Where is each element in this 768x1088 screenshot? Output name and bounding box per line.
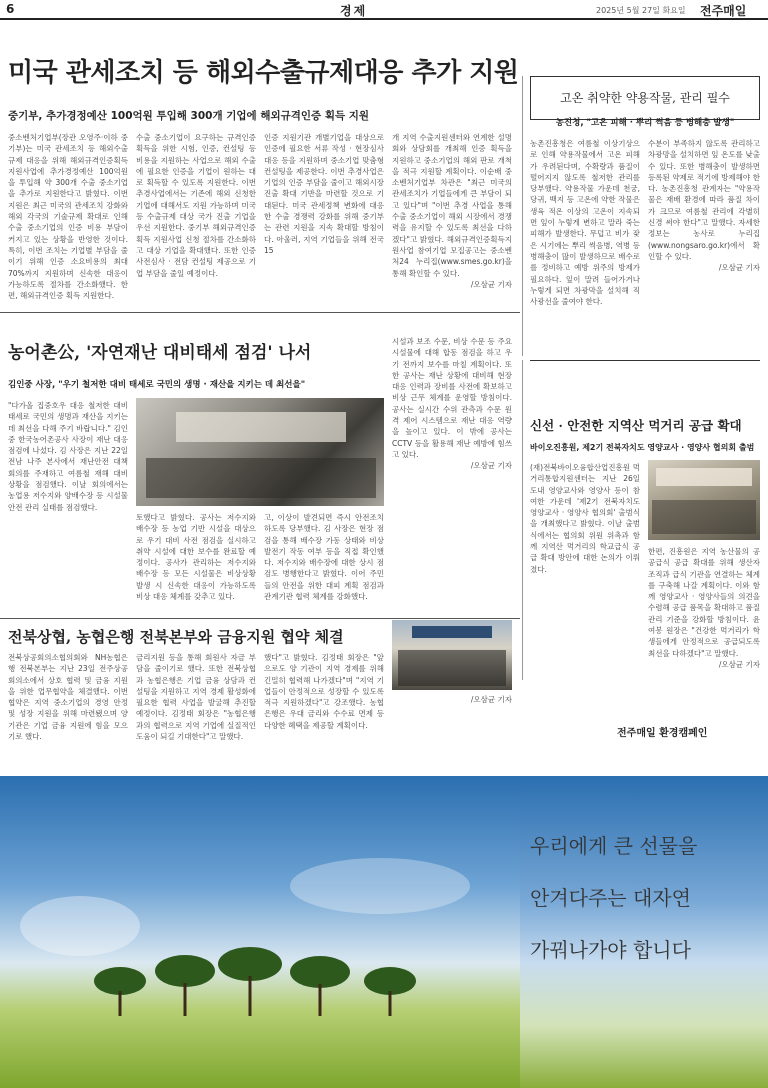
lead-headline[interactable]: 미국 관세조치 등 해외수출규제대응 추가 지원 [8,58,519,88]
lead-column-1: 중소벤처기업부(장관 오영주·이하 중기부)는 미국 관세조치 등 해외수출규제 대응을 위해 해외규격인증획득지원사업에 추가경정예산 100억원을 투입해 약 300개 수출 중소기업을 추가로 지원한다고 밝혔다. 이번 지원은 최근 미국의 관세조치 강화와 해외 각국의 기술규제 확대로 인해 수출 중소기업의 인증 비용 부담이 커지고 있는 상황을 반영한 것이다. 특히, 이번 조치는 기업별 부담을 줄이기 위해 인증 소요비용의 최대 70%까지 지원하며 신속한 대응이 가능하도록 절차를 간소화했다. 한편, 해외규격인증 획득 지원한다. [8,133,128,301]
agreement-column-4 [392,694,512,754]
local-food-subhead: 바이오진흥원, 제2기 전북자치도 영양교사 · 영양사 협의회 출범 [530,443,755,452]
second-column-3: 고, 이상이 발견되면 즉시 안전조치 하도록 당부했다. 김 사장은 현장 점검을 통해 배수장 가동 상태와 비상 발전기 작동 여부 등을 직접 확인했다. 저수지와 배수장에 대한 상시 점검도 병행한다고 밝혔다. 이어 주민들의 안전을 위한 대피 계획 점검과 관계기관 협력 체계를 강화했다. [264,513,384,602]
paper-name: 전주매일 [700,4,747,18]
second-column-2: 토했다고 밝혔다. 공사는 저수지와 배수장 등 농업 기반 시설을 대상으로 우기 대비 사전 점검을 실시하고 취약 시설에 대한 보수를 완료할 예정이다. 공사가 관리하는 저수지와 배수장 등 모든 시설물은 비상상황 발생 시 신속한 대응이 가능하도록 비상 대응 체계를 갖추고 있다. [136,513,256,602]
campaign-line-2: 안겨다주는 대자연 [530,886,691,910]
trees-illustration [0,776,520,1088]
column-divider-2 [522,360,523,680]
campaign-line-1: 우리에게 큰 선물을 [530,834,698,858]
agreement-column-3: 했다"고 밝혔다. 김정태 회장은 "앞으로도 양 기관이 지역 경제를 위해 긴밀히 협력해 나가겠다"며 "지역 기업들이 안정적으로 성장할 수 있도록 적극 지원하겠다"고 강조했다. 농협은행은 우대 금리와 수수료 면제 등 다양한 혜택을 제공할 계획이다. [264,653,384,730]
section-rule [0,312,520,313]
section-label: 경제 [340,4,368,18]
local-rule [530,360,760,361]
page-header [0,0,768,20]
sidebar-title[interactable]: 고온 취약한 약용작물, 관리 필수 [560,91,730,105]
agreement-photo [392,620,512,690]
local-food-title[interactable]: 신선 · 안전한 지역산 먹거리 공급 확대 [530,418,742,433]
meeting-photo [136,398,384,506]
second-subhead: 김인중 사장, "우기 철저한 대비 태세로 국민의 생명 · 재산을 지키는 데 최선을" [8,380,306,390]
page-number: 6 [6,2,15,16]
second-title[interactable]: 농어촌公, '자연재난 대비태세 점검' 나서 [8,343,312,363]
agreement-byline: /오삼균 기자 [470,695,512,704]
local-food-column-1: (재)전북바이오융합산업진흥원 먹거리통합지원센터는 지난 26일 도내 영양교사와 영양사 등이 참여한 가운데 '제2기 전북자치도 영양교사 · 영양사 협의회' 출범식을 개최했다고 밝혔다. 이날 출범식에서는 협의회 위원 위촉과 함께 지역산 먹거리의 학교급식 공급 확대 방안에 대한 논의가 이뤄졌다. [530,463,640,574]
lead-column-4: 개 지역 수출지원센터와 연계한 설명회와 상담회를 개최해 인증 획득을 지원하고 중소기업의 해외 판로 개척을 적극 지원할 계획이다. 이순배 중소벤처기업부 차관은 "최근 미국의 관세조치가 기업들에게 큰 부담이 되고 있다"며 "이번 추경 사업을 통해 수출 중소기업이 해외 시장에서 경쟁력을 유지할 수 있도록 최선을 다하겠다"고 밝혔다. 해외규격인증획득지원사업 참여기업 모집공고는 중소벤처24 누리집(www.smes.go.kr)을 통해 확인할 수 있다. /오삼균 기자 [392,133,512,289]
second-column-4: 시설과 보조 수문, 비상 수문 등 주요 시설물에 대해 합동 점검을 하고 우기 전까지 보수를 마칠 계획이다. 또한 공사는 재난 상황에 대비해 현장 대응 인력과 장비를 사전에 확보하고 비상 근무 체계를 운영할 방침이다. 공사는 실시간 수위 관측과 수문 원격 제어 시스템으로 재난 대응 역량을 높이고 있다. 이 밖에 공사는 CCTV 등을 활용해 재난 예방에 힘쓰고 있다. /오삼균 기자 [392,337,512,471]
column-divider [522,76,523,356]
sidebar-subtitle: 농진청, "고온 피해 · 뿌리 썩음 등 병해충 발생" [555,118,735,128]
campaign-label: 전주매일 환경캠페인 [617,728,708,739]
issue-date: 2025년 5월 27일 화요일 [596,6,686,15]
agreement-column-2: 금리지원 등을 통해 회원사 자금 부담을 줄이기로 했다. 또한 전북상협과 농협은행은 기업 금융 상담과 컨설팅을 지원하고 지역 경제 활성화에 필요한 협력 사업을 발굴해 추진할 예정이다. 김정태 회장은 "농협은행과의 협력으로 지역 기업에 실질적인 도움이 되길 기대한다"고 말했다. [136,653,256,742]
lead-column-3: 인증 지원기관 개별기업을 대상으로 인증에 필요한 서류 작성 · 현장심사 대응 등을 지원하며 중소기업 맞춤형 컨설팅을 제공한다. 이번 추경사업은 기업의 인증 부담을 줄이고 해외시장 진출 확대 기반을 마련할 것으로 기대된다. 미국 관세정책 변화에 대응한 수출 경쟁력 강화를 위해 중기부는 관련 지원을 지속 확대할 방침이다. 아울러, 지역 기업들을 위해 전국 15 [264,133,384,255]
campaign-line-3: 가꿔나가야 합니다 [530,938,691,962]
sidebar-column-2: 수분이 부족하지 않도록 관리하고 차광망을 설치하면 잎 온도를 낮출 수 있다. 또한 병해충이 발생하면 등록된 약제로 적기에 방제해야 한다. 농촌진흥청 관계자는 "약용작물은 재배 환경에 따라 품질 차이가 크므로 여름철 관리에 각별히 신경 써야 한다"고 말했다. 자세한 정보는 농사로 누리집(www.nongsaro.go.kr)에서 확인할 수 있다. /오삼균 기자 [648,139,760,273]
sidebar-column-1: 농촌진흥청은 여름철 이상기상으로 인해 약용작물에서 고온 피해가 우려된다며, 수확량과 품질이 떨어지지 않도록 철저한 관리를 당부했다. 약용작물 가운데 천궁, 당귀, 백지 등 고온에 약한 작물은 생육 적온 이상의 고온이 지속되면 잎이 누렇게 변하고 말라 죽는 피해가 발생한다. 무덥고 비가 잦은 시기에는 뿌리 썩음병, 역병 등 병해충이 많이 발생하므로 배수로를 정비하고 예방 위주의 방제가 필요하다. 잎이 말려 들어가거나 누렇게 되면 차광막을 설치해 직사광선을 줄여야 한다. [530,139,640,307]
section-rule-2 [0,618,520,619]
council-photo [648,460,760,540]
local-food-byline: /오삼균 기자 [718,659,760,669]
lead-byline: /오삼균 기자 [470,279,512,289]
agreement-title[interactable]: 전북상협, 농협은행 전북본부와 금융지원 협약 체결 [8,628,344,646]
local-food-column-2: 한편, 진흥원은 지역 농산물의 공공급식 공급 확대를 위해 생산자 조직과 급식 기관을 연결하는 체계를 구축해 나갈 계획이다. 이와 함께 영양교사 · 영양사들의 의견을 수렴해 공급 품목을 확대하고 품질 관리 기준을 강화할 방침이다. 윤여봉 원장은 "건강한 먹거리가 학생들에게 안정적으로 공급되도록 최선을 다하겠다"고 말했다. /오삼균 기자 [648,547,760,669]
agreement-column-1: 전북상공회의소협의회와 NH농협은행 전북본부는 지난 23일 전주상공회의소에서 상호 협력 및 금융 지원을 위한 업무협약을 체결했다. 이번 협약은 지역 중소기업의 경영 안정 및 성장 지원을 위해 마련됐으며 양 기관은 기업 금융 지원에 힘을 모으기로 했다. [8,653,128,742]
lead-subhead: 중기부, 추가경정예산 100억원 투입해 300개 기업에 해외규격인증 획득 지원 [8,110,370,122]
sidebar-byline: /오삼균 기자 [718,263,760,273]
campaign-landscape [0,776,520,1088]
campaign-panel [520,776,768,1088]
lead-column-2: 수출 중소기업이 요구하는 규격인증 획득을 위한 시험, 인증, 컨설팅 등 비용을 지원하는 사업으로 해외 수출에 필요한 인증을 기업이 원하는 대로 획득할 수 있도록 지원한다. 이번 추경사업에서는 기존에 해외 신청한 기업에 대해서도 지원 가능하며 미국 등 수출규제 대상 국가 진출 기업을 우선 지원한다. 중기부 해외규격인증획득 지원사업 신청 절차를 간소화하고 대상 기업을 확대했다. 또한 인증 사전심사 · 전담 컨설팅 제공으로 기업 부담을 줄일 예정이다. [136,133,256,278]
second-column-1: "다가올 집중호우 대응 철저한 대비 태세로 국민의 생명과 재산을 지키는 데 최선을 다해 주기 바랍니다." 김인중 한국농어촌공사 사장이 재난 대응 점검에 나섰다. 김 사장은 지난 22일 전남 나주 본사에서 재난안전 대책 회의를 주재하고 여름철 재해 대비 상황을 점검했다. 이날 회의에서는 농업용 저수지와 양배수장 등 시설물 안전 관리 실태를 점검했다. [8,401,128,512]
second-byline: /오삼균 기자 [470,461,512,471]
